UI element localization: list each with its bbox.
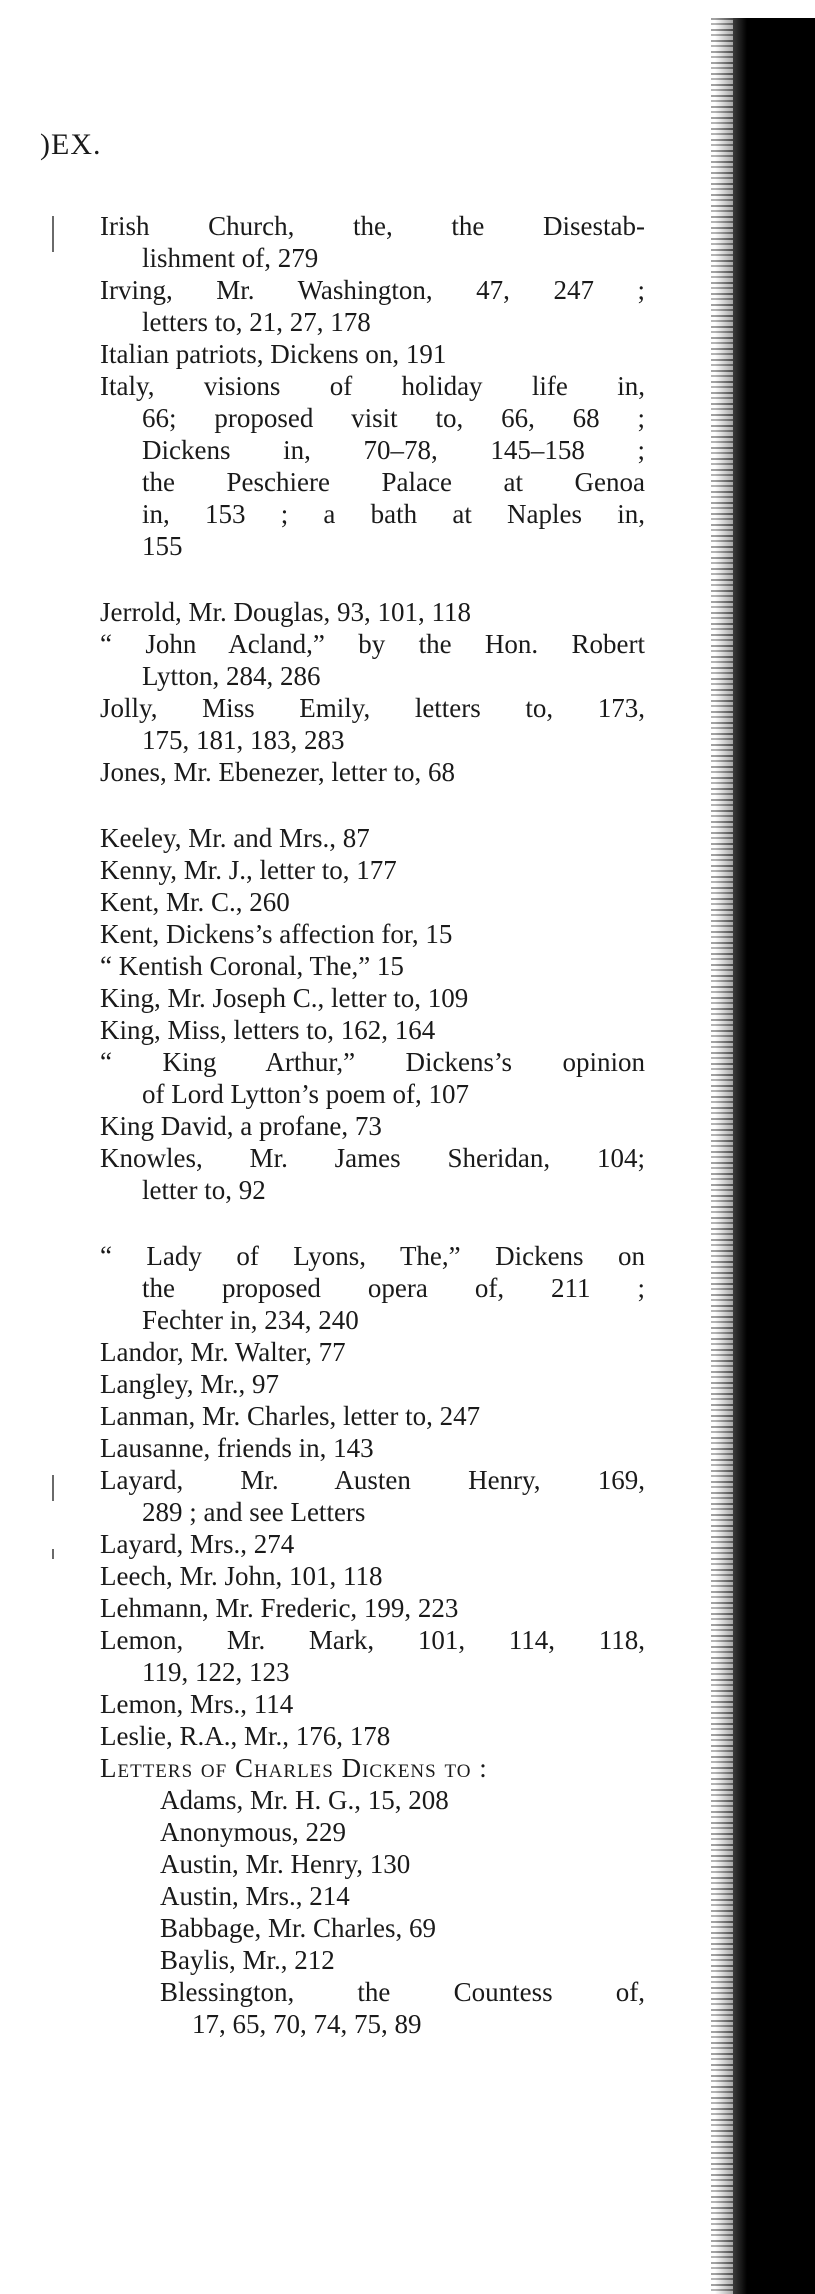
section-gap: [100, 1206, 645, 1240]
index-entry: [100, 692, 645, 756]
subentry-line: 17, 65, 70, 74, 75, 89: [192, 2009, 422, 2039]
margin-rule: [52, 1475, 54, 1501]
entry-line: Kent, Mr. C., 260: [100, 887, 290, 917]
entry-line: King, Miss, letters to, 162, 164: [100, 1015, 436, 1045]
index-subentry: [100, 1848, 645, 1880]
entry-line: the Peschiere Palace at Genoa: [142, 467, 645, 497]
margin-rule: [52, 1549, 54, 1559]
entry-line: 66; proposed visit to, 66, 68 ;: [142, 403, 645, 433]
index-subentry: [100, 1880, 645, 1912]
entry-line: lishment of, 279: [142, 243, 319, 273]
entry-line: Jolly, Miss Emily, letters to, 173,: [100, 693, 645, 723]
entry-line: 155: [142, 531, 183, 561]
entry-line: the proposed opera of, 211 ;: [142, 1273, 645, 1303]
entry-line: Leech, Mr. John, 101, 118: [100, 1561, 383, 1591]
subentry-line: Blessington, the Countess of,: [160, 1977, 645, 2007]
entry-line: Kent, Dickens’s affection for, 15: [100, 919, 453, 949]
entry-line: King David, a profane, 73: [100, 1111, 382, 1141]
entry-line: of Lord Lytton’s poem of, 107: [142, 1079, 469, 1109]
entry-line: “ King Arthur,” Dickens’s opinion: [100, 1047, 645, 1077]
entry-line: 119, 122, 123: [142, 1657, 290, 1687]
index-entry: [100, 210, 645, 274]
entry-line: Jones, Mr. Ebenezer, letter to, 68: [100, 757, 456, 787]
section-gap: [100, 788, 645, 822]
index-subentry: [100, 1944, 645, 1976]
index-entry: [100, 274, 645, 338]
index-entry: [100, 1464, 645, 1528]
entry-line: Keeley, Mr. and Mrs., 87: [100, 823, 370, 853]
index-entry: [100, 1720, 645, 1752]
index-entry: [100, 1046, 645, 1110]
entry-line: Italian patriots, Dickens on, 191: [100, 339, 447, 369]
entry-line: Italy, visions of holiday life in,: [100, 371, 645, 401]
subentry-line: Austin, Mr. Henry, 130: [160, 1849, 411, 1879]
index-entry: [100, 886, 645, 918]
index-entry: [100, 1110, 645, 1142]
entry-line: Lanman, Mr. Charles, letter to, 247: [100, 1401, 481, 1431]
index-entry: [100, 918, 645, 950]
subentry-line: Austin, Mrs., 214: [160, 1881, 350, 1911]
entry-line: King, Mr. Joseph C., letter to, 109: [100, 983, 469, 1013]
entry-line: Lehmann, Mr. Frederic, 199, 223: [100, 1593, 459, 1623]
index-entry: [100, 1592, 645, 1624]
index-entry: [100, 982, 645, 1014]
entry-line: Landor, Mr. Walter, 77: [100, 1337, 346, 1367]
index-subentry: [100, 1784, 645, 1816]
index-entry: [100, 338, 645, 370]
index-entry: [100, 1752, 645, 1784]
index-entry: [100, 1432, 645, 1464]
page-heading: )EX.: [40, 128, 102, 161]
index-entry: [100, 1624, 645, 1688]
entry-line: Kenny, Mr. J., letter to, 177: [100, 855, 397, 885]
index-entry: [100, 822, 645, 854]
entry-line: Dickens in, 70–78, 145–158 ;: [142, 435, 645, 465]
index-subentry: [100, 1976, 645, 2040]
entry-line: Layard, Mrs., 274: [100, 1529, 295, 1559]
index-entry: [100, 1142, 645, 1206]
margin-rule: [52, 216, 54, 252]
index-column: [100, 210, 645, 2040]
entry-line: “ Kentish Coronal, The,” 15: [100, 951, 404, 981]
entry-line: letters to, 21, 27, 178: [142, 307, 371, 337]
entry-line: Lemon, Mrs., 114: [100, 1689, 294, 1719]
page-binding-shadow: [711, 18, 733, 2294]
entry-line: Letters of Charles Dickens to :: [100, 1753, 488, 1783]
index-entry: [100, 596, 645, 628]
index-entry: [100, 1014, 645, 1046]
entry-line: Irving, Mr. Washington, 47, 247 ;: [100, 275, 645, 305]
entry-line: Langley, Mr., 97: [100, 1369, 279, 1399]
entry-line: letter to, 92: [142, 1175, 266, 1205]
entry-line: Irish Church, the, the Disestab-: [100, 211, 645, 241]
index-entry: [100, 1560, 645, 1592]
index-entry: [100, 854, 645, 886]
entry-line: 175, 181, 183, 283: [142, 725, 345, 755]
entry-line: “ Lady of Lyons, The,” Dickens on: [100, 1241, 645, 1271]
index-subentry: [100, 1912, 645, 1944]
entry-line: Knowles, Mr. James Sheridan, 104;: [100, 1143, 645, 1173]
section-gap: [100, 562, 645, 596]
index-subentry: [100, 1816, 645, 1848]
subentry-line: Adams, Mr. H. G., 15, 208: [160, 1785, 449, 1815]
entry-line: Leslie, R.A., Mr., 176, 178: [100, 1721, 391, 1751]
index-entry: [100, 1368, 645, 1400]
subentry-line: Anonymous, 229: [160, 1817, 347, 1847]
entry-line: Lausanne, friends in, 143: [100, 1433, 374, 1463]
entry-line: Layard, Mr. Austen Henry, 169,: [100, 1465, 645, 1495]
entry-line: Jerrold, Mr. Douglas, 93, 101, 118: [100, 597, 471, 627]
subentry-line: Baylis, Mr., 212: [160, 1945, 335, 1975]
subentry-line: Babbage, Mr. Charles, 69: [160, 1913, 436, 1943]
index-entry: [100, 370, 645, 562]
entry-line: Fechter in, 234, 240: [142, 1305, 359, 1335]
entry-line: in, 153 ; a bath at Naples in,: [142, 499, 645, 529]
index-entry: [100, 950, 645, 982]
index-entry: [100, 1240, 645, 1336]
entry-line: 289 ; and see Letters: [142, 1497, 366, 1527]
index-entry: [100, 628, 645, 692]
entry-line: “ John Acland,” by the Hon. Robert: [100, 629, 645, 659]
index-entry: [100, 1400, 645, 1432]
index-entry: [100, 756, 645, 788]
entry-line: Lytton, 284, 286: [142, 661, 321, 691]
index-entry: [100, 1528, 645, 1560]
index-entry: [100, 1688, 645, 1720]
index-entry: [100, 1336, 645, 1368]
entry-line: Lemon, Mr. Mark, 101, 114, 118,: [100, 1625, 645, 1655]
